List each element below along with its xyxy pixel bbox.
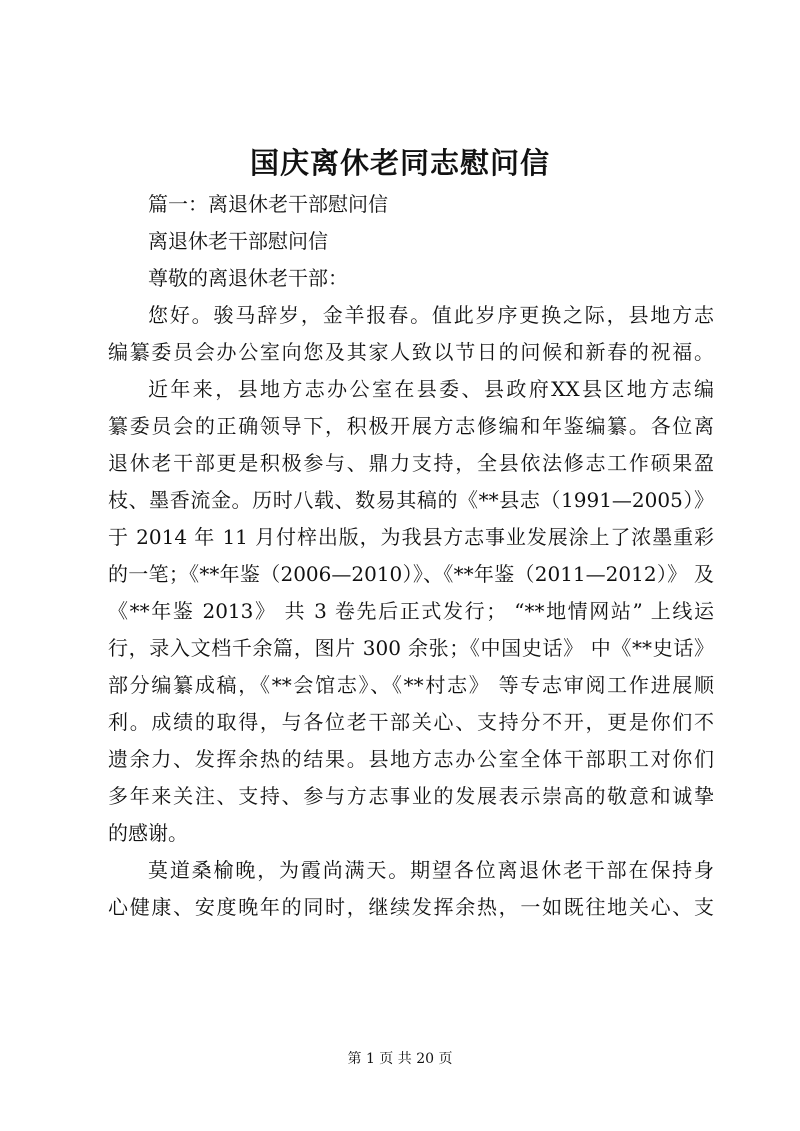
paragraph-2-line-13: 的感谢。 xyxy=(108,821,188,845)
document-title: 国庆离休老同志慰问信 xyxy=(249,146,550,180)
paragraph-2-line-9: 部分编纂成稿，《**会馆志》、《**村志》 等专志审阅工作进展顺 xyxy=(108,673,714,697)
page-number: 第 1 页 共 20 页 xyxy=(347,1051,453,1067)
paragraph-2-line-5: 于 2014 年 11 月付梓出版，为我县方志事业发展涂上了浓墨重彩 xyxy=(108,525,714,549)
paragraph-2-line-1: 近年来，县地方志办公室在县委、县政府XX县区地方志编 xyxy=(148,377,714,401)
section-heading: 篇一：离退休老干部慰问信 xyxy=(148,192,388,216)
paragraph-3-line-2: 心健康、安度晚年的同时，继续发挥余热，一如既往地关心、支 xyxy=(108,895,714,919)
paragraph-2-line-12: 多年来关注、支持、参与方志事业的发展表示崇高的敬意和诚挚 xyxy=(108,784,714,808)
salutation: 尊敬的离退休老干部： xyxy=(148,266,348,290)
paragraph-3-line-1: 莫道桑榆晚，为霞尚满天。期望各位离退休老干部在保持身 xyxy=(148,858,714,882)
paragraph-2-line-3: 退休老干部更是积极参与、鼎力支持，全县依法修志工作硕果盈 xyxy=(108,451,714,475)
paragraph-2-line-10: 利。成绩的取得，与各位老干部关心、支持分不开，更是你们不 xyxy=(108,710,714,734)
letter-heading: 离退休老干部慰问信 xyxy=(148,229,328,253)
paragraph-2-line-11: 遗余力、发挥余热的结果。县地方志办公室全体干部职工对你们 xyxy=(108,747,714,771)
paragraph-1-line-1: 您好。骏马辞岁，金羊报春。值此岁序更换之际，县地方志 xyxy=(148,303,714,327)
paragraph-2-line-4: 枝、墨香流金。历时八载、数易其稿的《**县志（1991—2005）》 xyxy=(108,488,714,512)
paragraph-2-line-7: 《**年鉴 2013》 共 3 卷先后正式发行； “**地情网站” 上线运 xyxy=(108,599,714,623)
paragraph-1-line-2: 编纂委员会办公室向您及其家人致以节日的问候和新春的祝福。 xyxy=(108,340,714,364)
paragraph-2-line-2: 纂委员会的正确领导下，积极开展方志修编和年鉴编纂。各位离 xyxy=(108,414,714,438)
paragraph-2-line-6: 的一笔；《**年鉴（2006—2010）》、《**年鉴（2011—2012）》 及 xyxy=(108,562,714,586)
paragraph-2-line-8: 行，录入文档千余篇，图片 300 余张；《中国史话》 中《**史话》 xyxy=(108,636,714,660)
document-body xyxy=(108,186,714,926)
